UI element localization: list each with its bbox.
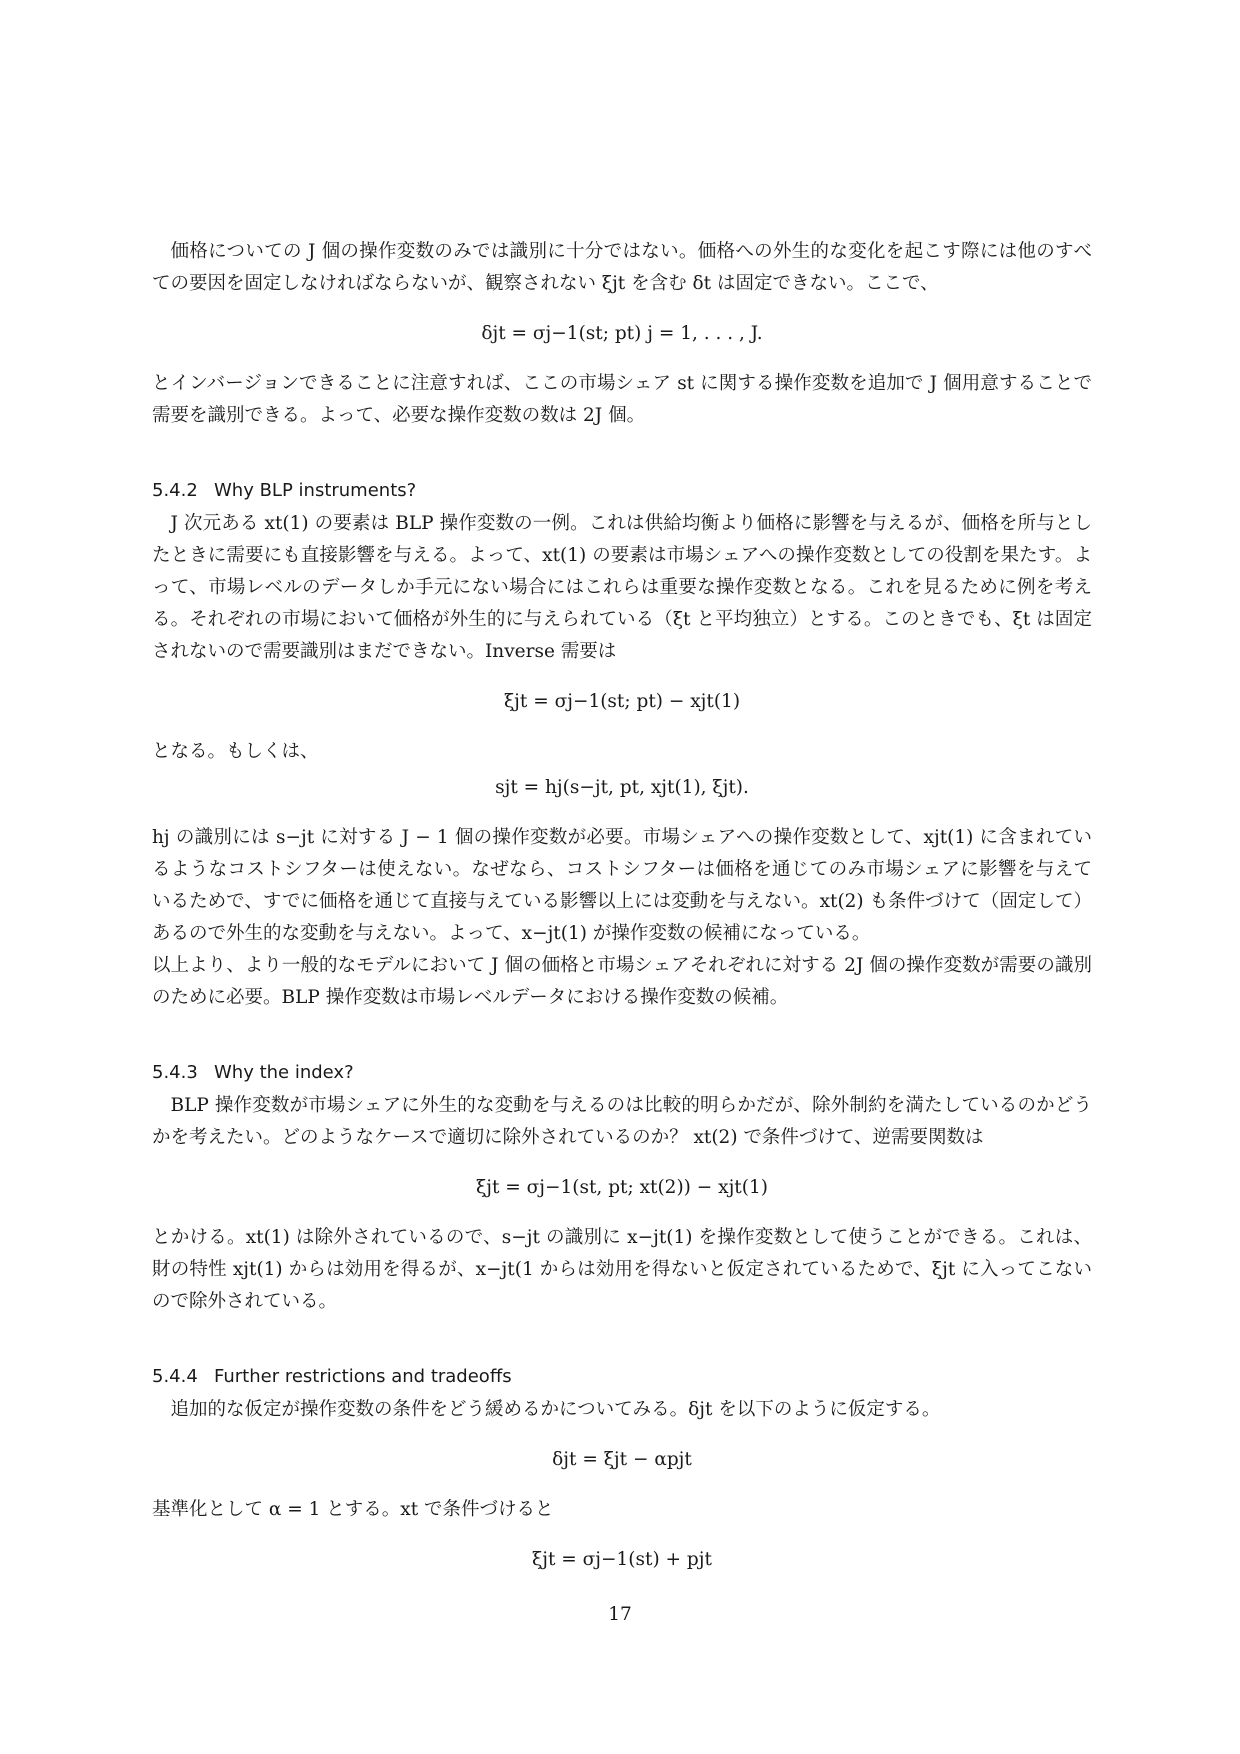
- equation-share-function: sjt = hj(s−jt, pt, xjt(1), ξjt).: [495, 777, 749, 798]
- s542-paragraph-4: 以上より、より一般的なモデルにおいて J 個の価格と市場シェアそれぞれに対する 2J 個の操作変数が需要の識別のために必要。BLP 操作変数は市場レベルデータにおける操作変数の候補。: [152, 955, 1092, 1008]
- s544-paragraph-2: 基準化として α = 1 とする。xt で条件づけると: [152, 1499, 554, 1520]
- equation-linear-utility: δjt = ξjt − αpjt: [552, 1449, 692, 1470]
- section-number: 5.4.3: [152, 1062, 198, 1083]
- section-title: Why the index?: [214, 1062, 354, 1083]
- equation-delta-inversion: δjt = σj−1(st; pt) j = 1, . . . , J.: [481, 323, 763, 344]
- s543-paragraph-1: BLP 操作変数が市場シェアに外生的な変動を与えるのは比較的明らかだが、除外制約を満たしているのかどうかを考えたい。どのようなケースで適切に除外されているのか？ xt(2) で条件づけて、逆需要関数は: [152, 1095, 1092, 1148]
- section-heading-5-4-4: [152, 1362, 1092, 1392]
- s543-paragraph-2: とかける。xt(1) は除外されているので、s−jt の識別に x−jt(1) を操作変数として使うことができる。これは、財の特性 xjt(1) からは効用を得るが、x−jt(1 からは効用を得ないと仮定されているためで、ξjt に入ってこないので除外されている。: [152, 1227, 1092, 1312]
- s542-paragraph-2: となる。もしくは、: [152, 741, 319, 762]
- section-heading-5-4-2: [152, 476, 1092, 506]
- section-number: 5.4.2: [152, 480, 198, 501]
- s542-paragraph-1: J 次元ある xt(1) の要素は BLP 操作変数の一例。これは供給均衡より価格に影響を与えるが、価格を所与としたときに需要にも直接影響を与える。よって、xt(1) の要素は市場シェアへの操作変数としての役割を果たす。よって、市場レベルのデータしか手元にない場合にはこれらは重要な操作変数となる。これを見るために例を考える。それぞれの市場において価格が外生的に与えられている（ξt と平均独立）とする。このときでも、ξt は固定されないので需要識別はまだできない。Inverse 需要は: [152, 513, 1092, 662]
- document-body: [152, 236, 1092, 1594]
- section-number: 5.4.4: [152, 1366, 198, 1387]
- intro-paragraph-2: とインバージョンできることに注意すれば、ここの市場シェア st に関する操作変数を追加で J 個用意することで需要を識別できる。よって、必要な操作変数の数は 2J 個。: [152, 373, 1092, 426]
- equation-inverse-demand-conditioned: ξjt = σj−1(st, pt; xt(2)) − xjt(1): [476, 1177, 768, 1198]
- equation-xi-solution: ξjt = σj−1(st) + pjt: [532, 1549, 712, 1570]
- equation-inverse-demand: ξjt = σj−1(st; pt) − xjt(1): [503, 691, 741, 712]
- section-title: Why BLP instruments?: [214, 480, 417, 501]
- section-title: Further restrictions and tradeoffs: [214, 1366, 512, 1387]
- page-number: 17: [608, 1604, 632, 1625]
- section-heading-5-4-3: [152, 1058, 1092, 1088]
- intro-paragraph-1: 価格についての J 個の操作変数のみでは識別に十分ではない。価格への外生的な変化を起こす際には他のすべての要因を固定しなければならないが、観察されない ξjt を含む δt は固定できない。ここで、: [152, 241, 1092, 294]
- s544-paragraph-1: 追加的な仮定が操作変数の条件をどう緩めるかについてみる。δjt を以下のように仮定する。: [170, 1399, 941, 1420]
- s542-paragraph-3: hj の識別には s−jt に対する J − 1 個の操作変数が必要。市場シェアへの操作変数として、xjt(1) に含まれているようなコストシフターは使えない。なぜなら、コストシフターは価格を通じてのみ市場シェアに影響を与えているためで、すでに価格を通じて直接与えている影響以上には変動を与えない。xt(2) も条件づけて（固定して）あるので外生的な変動を与えない。よって、x−jt(1) が操作変数の候補になっている。: [152, 827, 1092, 944]
